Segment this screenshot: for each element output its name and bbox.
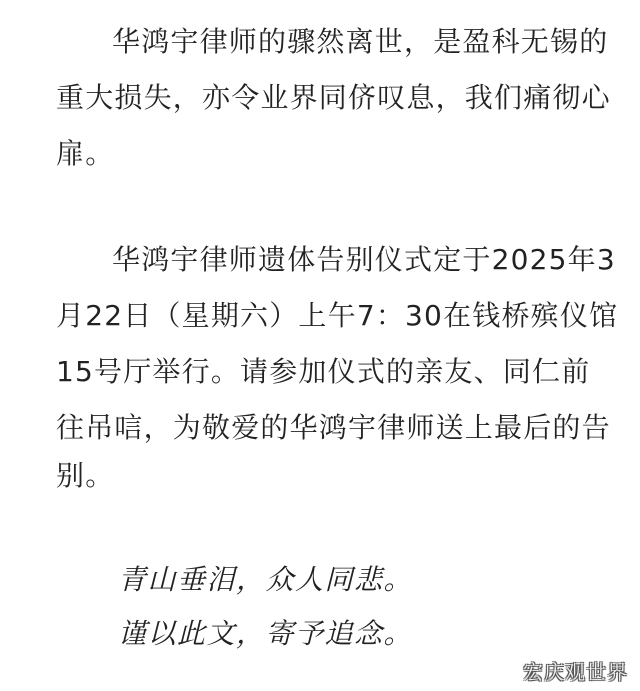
paragraph1-line-2: 重大损失，亦令业界同侪叹息，我们痛彻心 (56, 81, 611, 114)
paragraph2-line-2: 月22日（星期六）上午7：30在钱桥殡仪馆 (56, 299, 619, 332)
paragraph2-line-4: 往吊唁，为敬爱的华鸿宇律师送上最后的告 (56, 411, 611, 444)
watermark-text: 宏庆观世界 (523, 660, 628, 684)
paragraph2-line-3: 15号厅举行。请参加仪式的亲友、同仁前 (56, 355, 591, 388)
closing-line-2: 谨以此文，寄予追念。 (118, 617, 414, 650)
paragraph2-line-5: 别。 (56, 459, 115, 492)
paragraph2-line-1: 华鸿宇律师遗体告别仪式定于2025年3 (112, 243, 616, 276)
paragraph1-line-3: 扉。 (56, 137, 115, 170)
paragraph1-line-1: 华鸿宇律师的骤然离世，是盈科无锡的 (112, 25, 609, 58)
closing-line-1: 青山垂泪，众人同悲。 (118, 563, 414, 596)
